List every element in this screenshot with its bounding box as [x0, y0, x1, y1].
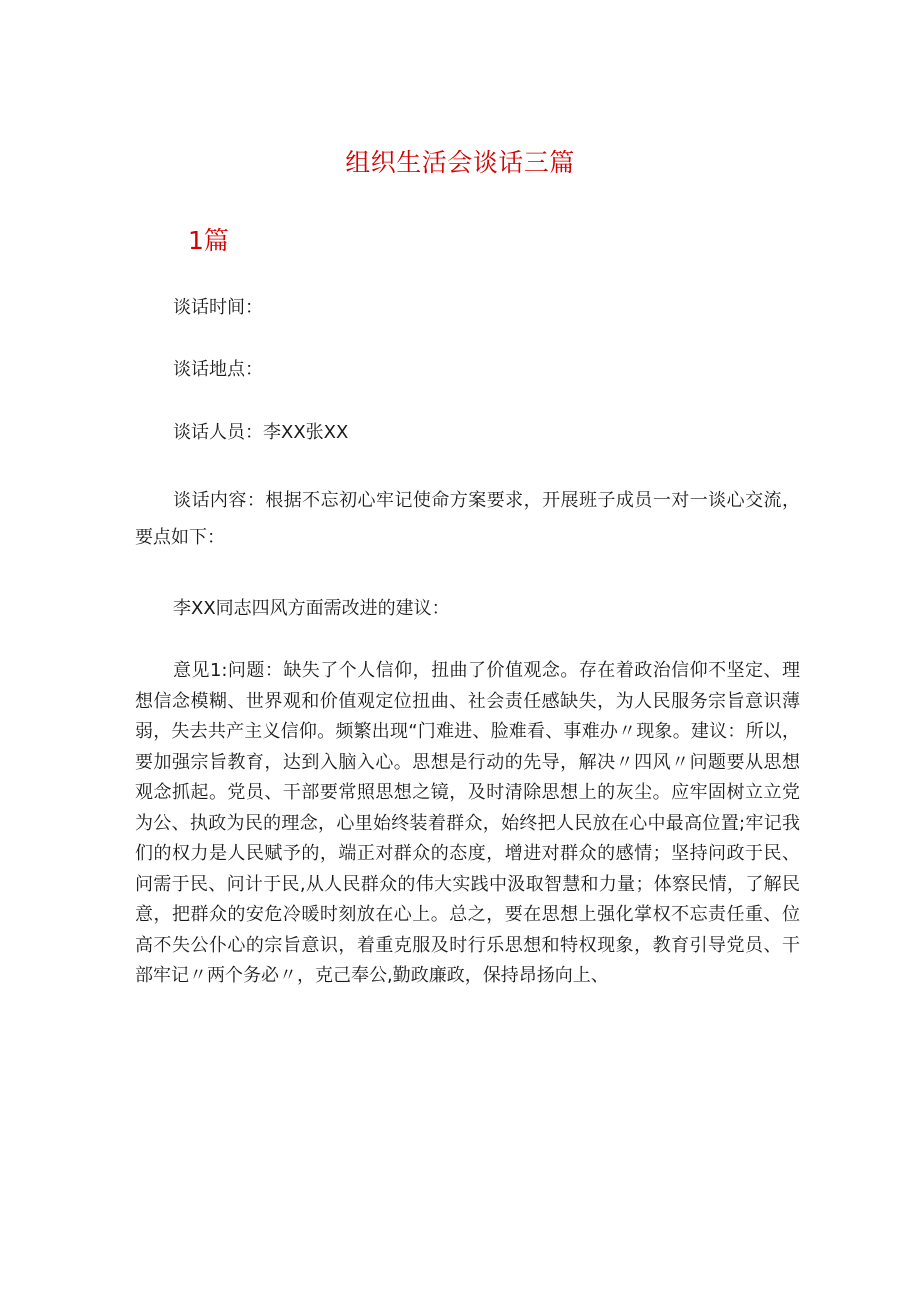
opinion-paragraph: 意见1:问题：缺失了个人信仰，扭曲了价值观念。存在着政治信仰不坚定、理想信念模糊、世界观和价值观定位扭曲、社会责任感缺失，为人民服务宗旨意识薄弱，失去共产主义信仰。频繁出现“门难进、脸难看、事难办〃现象。建议：所以，要加强宗旨教育，达到入脑入心。思想是行动的先导，解决〃四风〃问题要从思想观念抓起。党员、干部要常照思想之镜，及时清除思想上的灰尘。应牢固树立立党为公、执政为民的理念，心里始终装着群众，始终把人民放在心中最高位置;牢记我们的权力是人民赋予的，端正对群众的态度，增进对群众的感情；坚持问政于民、问需于民、问计于民,从人民群众的伟大实践中汲取智慧和力量；体察民情，了解民意，把群众的安危冷暖时刻放在心上。总之，要在思想上强化掌权不忘责任重、位高不失公仆心的宗旨意识，着重克服及时行乐思想和特权现象，教育引导党员、干部牢记〃两个务必〃，克己奉公,勤政廉政，保持昂扬向上、	[135, 660, 800, 986]
subheading-suggestions: 李XX同志四风方面需改进的建议：	[173, 598, 450, 619]
section-heading: 1篇	[188, 226, 229, 255]
field-talk-time: 谈话时间：	[173, 297, 263, 318]
field-talk-people: 谈话人员：李XX张XX	[173, 422, 349, 443]
field-talk-place: 谈话地点：	[173, 359, 263, 380]
content-paragraph: 谈话内容：根据不忘初心牢记使命方案要求，开展班子成员一对一谈心交流，要点如下：	[135, 490, 800, 548]
document-title: 组织生活会谈话三篇	[345, 148, 575, 177]
